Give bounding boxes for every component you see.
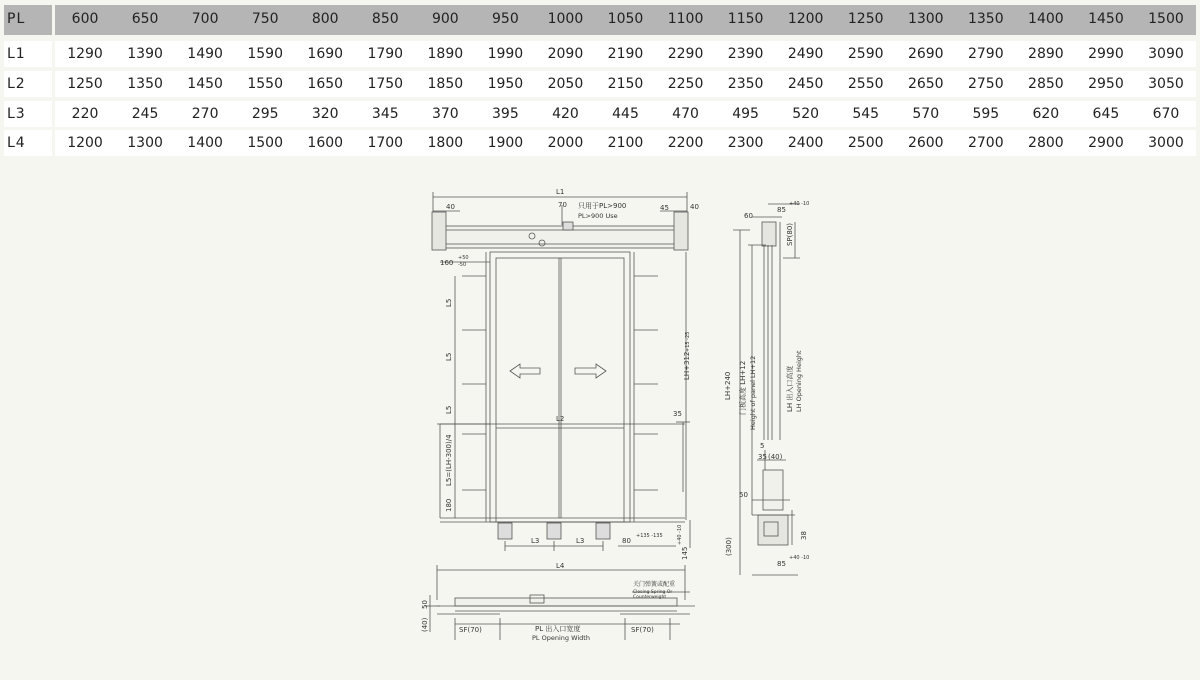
table-cell: 2450 bbox=[787, 76, 824, 92]
table-cell: 2300 bbox=[727, 135, 764, 151]
header-label-pl: PL bbox=[4, 5, 52, 35]
column-header: 1200 bbox=[787, 11, 824, 27]
label-45: 45 bbox=[660, 204, 669, 212]
label-l5-a: L5 bbox=[445, 298, 453, 307]
table-cell: 570 bbox=[912, 106, 940, 122]
table-cell: 1390 bbox=[127, 46, 163, 62]
table-cell: 2900 bbox=[1088, 135, 1124, 151]
label-lh312: LH+312 bbox=[683, 351, 691, 380]
table-cell: 520 bbox=[792, 106, 820, 122]
table-cell: 2490 bbox=[787, 46, 824, 62]
table-cell: 2990 bbox=[1088, 46, 1124, 62]
column-header: 800 bbox=[311, 11, 339, 27]
column-header: 1150 bbox=[727, 11, 764, 27]
table-cell: 1500 bbox=[247, 135, 283, 151]
label-l3-right: L3 bbox=[576, 537, 585, 545]
table-cell: 2750 bbox=[967, 76, 1004, 92]
column-header: 650 bbox=[131, 11, 159, 27]
table-cell: 2290 bbox=[667, 46, 704, 62]
label-70: 70 bbox=[558, 201, 567, 209]
table-cell: 1800 bbox=[427, 135, 464, 151]
table-cell: 2690 bbox=[907, 46, 944, 62]
table-cell: 1750 bbox=[367, 76, 404, 92]
label-opening-height-cn: LH 出入口高度 bbox=[786, 365, 794, 412]
table-cell: 2100 bbox=[607, 135, 644, 151]
label-opening-height-en: LH Opening Height bbox=[795, 350, 803, 412]
table-cell: 1900 bbox=[487, 135, 524, 151]
column-header: 750 bbox=[251, 11, 279, 27]
label-80-tol: +135 -135 bbox=[636, 533, 663, 539]
label-pl-opening-cn: PL 出入口宽度 bbox=[535, 625, 581, 633]
table-cell: 295 bbox=[251, 106, 279, 122]
label-side-50: 50 bbox=[739, 491, 748, 499]
column-header: 850 bbox=[371, 11, 399, 27]
label-spring-en-1: Closing Spring Or bbox=[633, 590, 673, 595]
table-cell: 270 bbox=[191, 106, 219, 122]
label-180: 180 bbox=[445, 498, 453, 512]
table-cell: 2950 bbox=[1088, 76, 1124, 92]
label-lh312-tol: +15 -25 bbox=[685, 331, 691, 352]
label-plan-40: (40) bbox=[421, 617, 429, 632]
column-header: 1250 bbox=[847, 11, 884, 27]
column-header: 1100 bbox=[667, 11, 704, 27]
table-cell: 2390 bbox=[727, 46, 764, 62]
table-cell: 1650 bbox=[307, 76, 344, 92]
table-cell: 1550 bbox=[247, 76, 283, 92]
table-cell: 2850 bbox=[1028, 76, 1064, 92]
label-side-40: (40) bbox=[768, 453, 783, 461]
column-header: 700 bbox=[191, 11, 219, 27]
table-cell: 420 bbox=[552, 106, 579, 122]
table-cell: 2090 bbox=[547, 46, 584, 62]
table-cell: 595 bbox=[972, 106, 1000, 122]
label-side-35: 35 bbox=[758, 453, 767, 461]
label-l5-c: L5 bbox=[445, 405, 453, 414]
label-85-tol: +40 -10 bbox=[789, 201, 810, 207]
label-60: 60 bbox=[744, 212, 753, 220]
table-cell: 2700 bbox=[967, 135, 1004, 151]
table-cell: 2500 bbox=[847, 135, 884, 151]
label-160: 160 bbox=[440, 259, 454, 267]
table-cell: 1790 bbox=[367, 46, 404, 62]
table-cell: 1590 bbox=[247, 46, 283, 62]
label-85: 85 bbox=[777, 206, 786, 214]
table-cell: 1450 bbox=[187, 76, 223, 92]
label-side-38: 38 bbox=[800, 531, 808, 540]
label-pl-opening-en: PL Opening Width bbox=[532, 634, 590, 642]
label-145: 145 bbox=[681, 546, 689, 560]
label-side-85: 85 bbox=[777, 560, 786, 568]
label-side-85-tol: +40 -10 bbox=[789, 555, 810, 561]
table-cell: 1890 bbox=[427, 46, 464, 62]
table-cell: 2600 bbox=[907, 135, 944, 151]
label-plan-50: 50 bbox=[421, 600, 429, 609]
table-cell: 1400 bbox=[187, 135, 223, 151]
table-cell: 2150 bbox=[607, 76, 644, 92]
table-cell: 370 bbox=[431, 106, 459, 122]
table-cell: 1200 bbox=[67, 135, 103, 151]
table-cell: 645 bbox=[1092, 106, 1120, 122]
table-cell: 1350 bbox=[127, 76, 163, 92]
column-header: 950 bbox=[492, 11, 519, 27]
label-80: 80 bbox=[622, 537, 631, 545]
table-cell: 1700 bbox=[367, 135, 404, 151]
label-panel-height-cn: 门板高度 LH+12 bbox=[739, 360, 747, 415]
table-cell: 495 bbox=[732, 106, 759, 122]
label-lh240: LH+240 bbox=[724, 371, 732, 400]
table-cell: 3050 bbox=[1148, 76, 1184, 92]
table-cell: 1950 bbox=[487, 76, 524, 92]
label-sp80: SP(80) bbox=[786, 222, 794, 246]
label-note-cn: 只用于PL>900 bbox=[578, 202, 627, 210]
label-panel-height-en: Height of panel LH+12 bbox=[749, 355, 757, 430]
table-cell: 2590 bbox=[847, 46, 884, 62]
label-side-300: (300) bbox=[725, 537, 733, 556]
label-l5-b: L5 bbox=[445, 352, 453, 361]
column-header: 1500 bbox=[1148, 11, 1184, 27]
column-header: 1000 bbox=[547, 11, 584, 27]
column-header: 600 bbox=[71, 11, 99, 27]
table-cell: 3090 bbox=[1148, 46, 1184, 62]
label-spring-cn: 关门弹簧或配重 bbox=[633, 581, 676, 588]
table-cell: 1490 bbox=[187, 46, 223, 62]
table-cell: 1290 bbox=[67, 46, 103, 62]
label-l2: L2 bbox=[556, 415, 565, 423]
table-cell: 2250 bbox=[667, 76, 704, 92]
table-cell: 545 bbox=[852, 106, 880, 122]
label-40-left: 40 bbox=[446, 203, 455, 211]
label-160-tol-dn: -50 bbox=[458, 262, 467, 268]
label-145-tol: +40 -10 bbox=[677, 524, 683, 545]
row-label: L2 bbox=[4, 71, 52, 97]
table-cell: 2000 bbox=[547, 135, 584, 151]
label-sf-left: SF(70) bbox=[459, 626, 482, 634]
label-l4: L4 bbox=[556, 562, 565, 570]
label-side-5: 5 bbox=[760, 442, 765, 450]
table-cell: 1690 bbox=[307, 46, 344, 62]
table-cell: 470 bbox=[672, 106, 699, 122]
table-cell: 2190 bbox=[607, 46, 644, 62]
column-header: 900 bbox=[431, 11, 459, 27]
label-sf-right: SF(70) bbox=[631, 626, 654, 634]
table-cell: 2050 bbox=[547, 76, 584, 92]
table-cell: 2350 bbox=[727, 76, 764, 92]
table-cell: 2650 bbox=[907, 76, 944, 92]
label-spring-en-2: Counterweight bbox=[633, 595, 667, 600]
label-l1: L1 bbox=[556, 188, 565, 196]
table-cell: 445 bbox=[612, 106, 639, 122]
table-cell: 2890 bbox=[1028, 46, 1064, 62]
table-cell: 1300 bbox=[127, 135, 163, 151]
label-note-en: PL>900 Use bbox=[578, 212, 618, 220]
row-label: L4 bbox=[4, 130, 52, 156]
table-cell: 395 bbox=[492, 106, 519, 122]
column-header: 1450 bbox=[1088, 11, 1124, 27]
label-40-right: 40 bbox=[690, 203, 699, 211]
label-35: 35 bbox=[673, 410, 682, 418]
table-cell: 670 bbox=[1152, 106, 1180, 122]
table-cell: 2790 bbox=[967, 46, 1004, 62]
label-l5-formula: L5=(LH-300)/4 bbox=[445, 434, 453, 486]
table-cell: 320 bbox=[311, 106, 339, 122]
table-cell: 245 bbox=[131, 106, 159, 122]
table-cell: 620 bbox=[1032, 106, 1060, 122]
table-cell: 1990 bbox=[487, 46, 524, 62]
table-cell: 1850 bbox=[427, 76, 464, 92]
table-cell: 2400 bbox=[787, 135, 824, 151]
label-l3-left: L3 bbox=[531, 537, 540, 545]
table-cell: 2800 bbox=[1028, 135, 1064, 151]
column-header: 1400 bbox=[1028, 11, 1064, 27]
column-header: 1350 bbox=[967, 11, 1004, 27]
table-cell: 2550 bbox=[847, 76, 884, 92]
row-label: L1 bbox=[4, 41, 52, 67]
table-cell: 1600 bbox=[307, 135, 344, 151]
table-cell: 1250 bbox=[67, 76, 103, 92]
table-cell: 220 bbox=[71, 106, 99, 122]
table-cell: 2200 bbox=[667, 135, 704, 151]
column-header: 1300 bbox=[907, 11, 944, 27]
table-cell: 345 bbox=[371, 106, 399, 122]
label-160-tol-up: +50 bbox=[458, 255, 469, 261]
column-header: 1050 bbox=[607, 11, 644, 27]
table-cell: 3000 bbox=[1148, 135, 1184, 151]
row-label: L3 bbox=[4, 101, 52, 127]
